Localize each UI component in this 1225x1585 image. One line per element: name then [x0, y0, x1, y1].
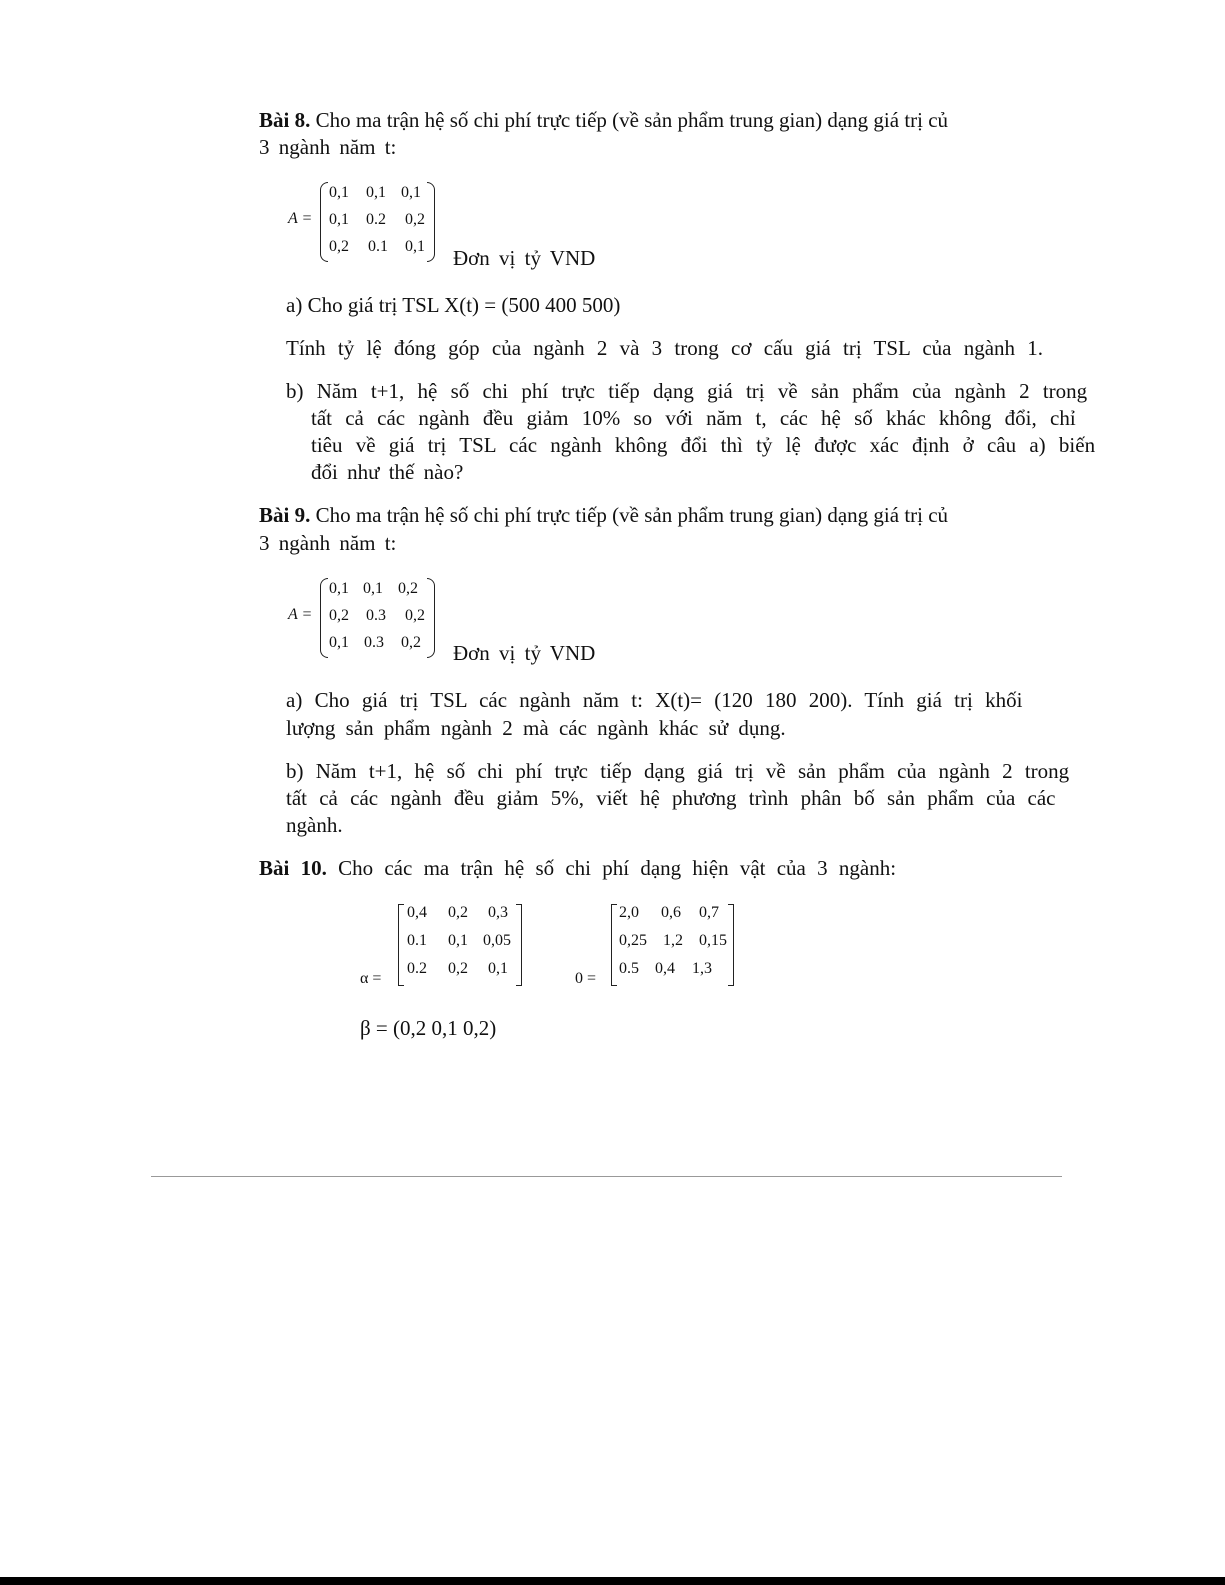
bai8-a21: 0,1	[329, 211, 349, 228]
bai8-title: Bài 8.	[259, 108, 311, 132]
bai9-title: Bài 9.	[259, 503, 311, 527]
bai8-a23: 0,2	[405, 211, 425, 228]
theta-12: 0,6	[661, 904, 681, 921]
bai9-part-b-line2: tất cả các ngành đều giảm 5%, viết hệ phương trình phân bố sản phẩm của các	[286, 786, 1056, 810]
bai8-part-b-line4: đổi như thế nào?	[311, 460, 464, 484]
bai9-intro-line1	[259, 503, 1062, 528]
bai10-intro-line	[259, 856, 896, 881]
bai8-right-paren	[427, 182, 435, 262]
bai8-part-a-question	[286, 336, 1044, 361]
bai10-theta-label: 0 =	[575, 970, 597, 987]
alpha-23: 0,05	[483, 932, 511, 949]
bai9-matrix-label: A =	[288, 606, 313, 623]
bai10-beta: β = (0,2 0,1 0,2)	[360, 1016, 497, 1040]
bai8-part-b-line1: b) Năm t+1, hệ số chi phí trực tiếp dạng giá trị về sản phẩm của ngành 2 trong	[286, 379, 1088, 403]
bai9-part-a-line1: a) Cho giá trị TSL các ngành năm t: X(t)= (120 180 200). Tính giá trị khối	[286, 688, 1023, 712]
theta-11: 2,0	[619, 904, 639, 921]
bai9-intro-line2: 3 ngành năm t:	[259, 531, 397, 555]
bai8-intro-line1	[259, 108, 1062, 133]
theta-22: 1,2	[663, 932, 683, 949]
alpha-32: 0,2	[448, 960, 468, 977]
bai10-title: Bài 10.	[259, 856, 327, 880]
alpha-12: 0,2	[448, 904, 468, 921]
bai8-part-b-line2: tất cả các ngành đều giảm 10% so với năm t, các hệ số khác không đổi, chỉ	[311, 406, 1076, 430]
theta-13: 0,7	[699, 904, 719, 921]
alpha-13: 0,3	[488, 904, 508, 921]
bai10-theta-right-bracket	[728, 904, 734, 986]
bai10-theta-left-bracket	[611, 904, 617, 986]
bai9-matrix	[288, 578, 448, 660]
bai8-a33: 0,1	[405, 238, 425, 255]
bai9-a32: 0.3	[364, 634, 384, 651]
bai8-a11: 0,1	[329, 184, 349, 201]
bai8-part-b-line3: tiêu về giá trị TSL các ngành không đổi thì tỷ lệ được xác định ở câu a) biến	[311, 433, 1096, 457]
theta-33: 1,3	[692, 960, 712, 977]
bai8-matrix	[288, 182, 448, 264]
bai8-a32: 0.1	[368, 238, 388, 255]
alpha-31: 0.2	[407, 960, 427, 977]
alpha-33: 0,1	[488, 960, 508, 977]
bai10-alpha-label: α =	[360, 970, 382, 987]
bai9-a33: 0,2	[401, 634, 421, 651]
bai8-left-paren	[320, 182, 328, 262]
bai9-unit: Đơn vị tỷ VND	[453, 641, 596, 665]
bai8-matrix-label: A =	[288, 210, 313, 227]
bai10-theta-matrix	[575, 902, 750, 992]
bai9-part-b-line3: ngành.	[286, 813, 343, 837]
bai8-unit: Đơn vị tỷ VND	[453, 246, 596, 270]
bai10-alpha-right-bracket	[516, 904, 522, 986]
bai8-part-a: a) Cho giá trị TSL X(t) = (500 400 500)	[286, 293, 621, 317]
bai8-a12: 0,1	[366, 184, 386, 201]
page-footer-rule	[151, 1176, 1062, 1177]
theta-23: 0,15	[699, 932, 727, 949]
theta-31: 0.5	[619, 960, 639, 977]
bai8-a22: 0.2	[366, 211, 386, 228]
theta-21: 0,25	[619, 932, 647, 949]
alpha-21: 0.1	[407, 932, 427, 949]
bai9-a23: 0,2	[405, 607, 425, 624]
page-bottom-bar	[0, 1577, 1225, 1585]
bai9-part-b-line1: b) Năm t+1, hệ số chi phí trực tiếp dạng giá trị về sản phẩm của ngành 2 trong	[286, 759, 1070, 783]
bai10-alpha-left-bracket	[398, 904, 404, 986]
bai8-intro-text: Cho ma trận hệ số chi phí trực tiếp (về sản phẩm trung gian) dạng giá trị củ	[315, 108, 949, 132]
bai9-a13: 0,2	[398, 580, 418, 597]
bai10-intro-text: Cho các ma trận hệ số chi phí dạng hiện vật của 3 ngành:	[338, 856, 897, 880]
bai8-a13: 0,1	[401, 184, 421, 201]
bai9-left-paren	[320, 578, 328, 658]
bai8-part-a-question-text: Tính tỷ lệ đóng góp của ngành 2 và 3 trong cơ cấu giá trị TSL của ngành 1.	[286, 336, 1044, 360]
bai9-a11: 0,1	[329, 580, 349, 597]
bai9-a31: 0,1	[329, 634, 349, 651]
bai9-a22: 0.3	[366, 607, 386, 624]
bai9-intro-text: Cho ma trận hệ số chi phí trực tiếp (về sản phẩm trung gian) dạng giá trị củ	[315, 503, 949, 527]
bai9-part-a-line2: lượng sản phẩm ngành 2 mà các ngành khác sử dụng.	[286, 716, 786, 740]
bai9-a12: 0,1	[363, 580, 383, 597]
bai9-right-paren	[427, 578, 435, 658]
bai9-a21: 0,2	[329, 607, 349, 624]
alpha-11: 0,4	[407, 904, 427, 921]
bai8-a31: 0,2	[329, 238, 349, 255]
alpha-22: 0,1	[448, 932, 468, 949]
theta-32: 0,4	[655, 960, 675, 977]
bai10-alpha-matrix	[360, 902, 535, 992]
bai8-intro-line2: 3 ngành năm t:	[259, 135, 397, 159]
